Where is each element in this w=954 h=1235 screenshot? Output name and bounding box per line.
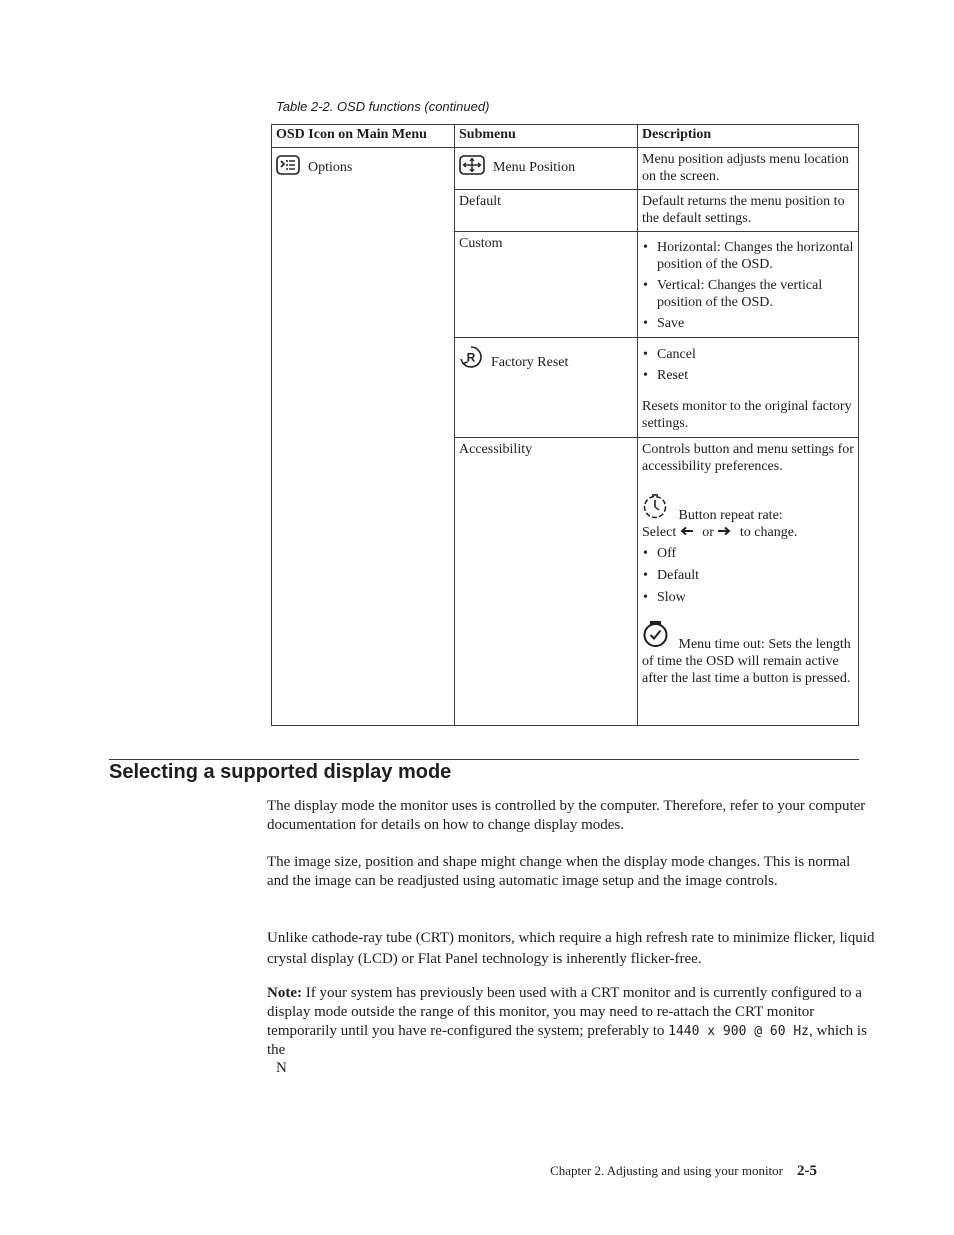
paragraph-crt-flicker: Unlike cathode-ray tube (CRT) monitors, which require a high refresh rate to minimize flicker, liquid crystal display (LCD) or Flat Panel technology is inherently flicker-free. <box>267 930 875 967</box>
list-item: • Slow <box>642 589 854 606</box>
submenu-default <box>455 190 638 232</box>
description-factory-reset <box>638 338 859 438</box>
select-line <box>642 524 854 541</box>
accessibility-label: Accessibility <box>459 442 533 457</box>
repeat-rate-options-list <box>642 545 854 606</box>
main-menu-cell <box>272 148 455 726</box>
select-text: Select <box>642 525 677 540</box>
repeat-rate-block <box>642 493 854 524</box>
menu-position-description: Menu position adjusts menu location on the screen. <box>642 152 849 184</box>
list-item: • Default <box>642 567 854 584</box>
custom-options-list <box>642 239 854 332</box>
table-header-row <box>272 125 859 148</box>
recommended-mode: 1440 x 900 @ 60 Hz <box>668 1024 810 1039</box>
footer-chapter: Chapter 2. Adjusting and using your monitor <box>550 1163 783 1178</box>
factory-reset-description: Resets monitor to the original factory settings. <box>642 399 852 431</box>
list-item: • Vertical: Changes the vertical position of the OSD. <box>642 277 854 311</box>
note-text: If your system has previously been used with a CRT monitor and is currently configured to a display mode outside the range of this monitor, you may need to re-attach the CRT monitor temporarily until you have re-configured the system; preferably to <box>267 985 862 1039</box>
list-item: • Horizontal: Changes the horizontal position of the OSD. <box>642 239 854 273</box>
menu-position-icon <box>459 155 485 175</box>
note-paragraph <box>267 984 867 1060</box>
arrow-left-icon <box>680 524 694 541</box>
factory-reset-label: Factory Reset <box>491 355 569 370</box>
paragraph-image-size: The image size, position and shape might change when the display mode changes. This is normal and the image can be readjusted using automatic image setup and the image controls. <box>267 854 851 889</box>
header-osd-icon: OSD Icon on Main Menu <box>272 125 455 148</box>
list-item: • Off <box>642 545 854 562</box>
accessibility-intro: Controls button and menu settings for accessibility preferences. <box>642 442 854 474</box>
factory-reset-options-list <box>642 346 854 384</box>
options-icon <box>276 155 300 175</box>
list-item: • Reset <box>642 367 854 384</box>
default-label: Default <box>459 194 501 209</box>
submenu-menu-position <box>455 148 638 190</box>
menu-position-label: Menu Position <box>493 160 576 175</box>
submenu-factory-reset <box>455 338 638 438</box>
factory-reset-icon <box>459 345 483 369</box>
paragraph-display-mode: The display mode the monitor uses is controlled by the computer. Therefore, refer to your computer documentation for details on how to change display modes. <box>267 798 866 833</box>
options-label: Options <box>308 160 353 175</box>
arrow-right-icon <box>717 524 731 541</box>
to-change-text: to change. <box>739 525 798 540</box>
section-divider <box>109 759 859 760</box>
description-default <box>638 190 859 232</box>
table-caption: Table 2-2. OSD functions (continued) <box>276 99 490 114</box>
svg-text:R: R <box>466 350 476 365</box>
default-description: Default returns the menu position to the default settings. <box>642 194 845 226</box>
submenu-custom <box>455 232 638 338</box>
menu-timeout-description: Menu time out: Sets the length of time the OSD will remain active after the last time a button is pressed. <box>642 637 851 687</box>
or-text: or <box>702 525 714 540</box>
custom-label: Custom <box>459 236 503 251</box>
section-title: Selecting a supported display mode <box>109 761 452 783</box>
repeat-rate-icon <box>642 493 670 524</box>
list-item: • Cancel <box>642 346 854 363</box>
page-footer <box>550 1163 817 1180</box>
note-label: Note: <box>267 985 302 1001</box>
menu-timeout-icon <box>642 620 670 653</box>
repeat-rate-label: Button repeat rate: <box>678 508 783 523</box>
osd-functions-table <box>271 124 859 726</box>
description-custom <box>638 232 859 338</box>
page-number: 2-5 <box>797 1163 817 1179</box>
header-description: Description <box>638 125 859 148</box>
note-tail: , which is the <box>267 1023 867 1058</box>
description-menu-position <box>638 148 859 190</box>
note-continuation: N <box>276 1060 287 1076</box>
table-row <box>272 148 859 190</box>
list-item: • Save <box>642 315 854 332</box>
header-submenu: Submenu <box>455 125 638 148</box>
menu-timeout-block <box>642 620 854 687</box>
submenu-accessibility <box>455 438 638 726</box>
description-accessibility <box>638 438 859 726</box>
